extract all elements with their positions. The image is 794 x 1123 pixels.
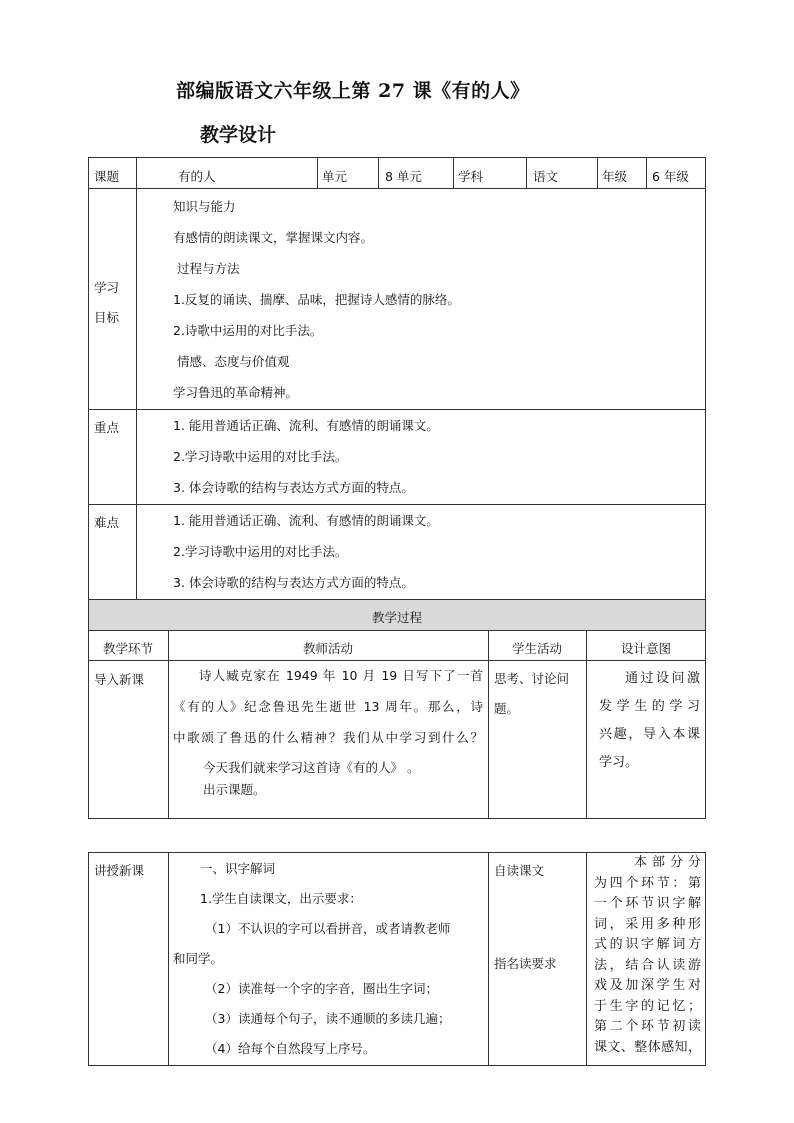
intro-intent	[599, 665, 700, 777]
goals-line: 情感、态度与价值观	[173, 354, 290, 369]
intro-teacher-activity	[173, 664, 483, 801]
difficult-line: 3. 体会诗歌的结构与表达方式方面的特点。	[173, 575, 414, 590]
goals-line: 有感情的朗读课文，掌握课文内容。	[173, 230, 374, 245]
col-stage-header: 教学环节	[102, 641, 153, 656]
grade-label: 年级	[602, 169, 628, 184]
subject-label: 学科	[458, 169, 484, 184]
key-line: 2.学习诗歌中运用的对比手法。	[173, 449, 348, 464]
document-title: 部编版语文六年级上第 27 课《有的人》	[176, 80, 530, 102]
teach-teacher-line: （1）不认识的字可以看拼音，或者请教老师	[205, 921, 451, 936]
teach-intent	[594, 853, 701, 1058]
intro-intent-line: 兴趣，导入本课	[599, 727, 700, 742]
key-content	[173, 410, 701, 503]
intro-teacher-line: 《有的人》纪念鲁迅先生逝世 13 周年。那么，诗	[173, 699, 483, 714]
intro-intent-line: 发学生的学习	[599, 699, 700, 714]
difficult-label: 难点	[94, 515, 120, 530]
intro-teacher-line: 出示课题。	[203, 782, 266, 797]
goals-line: 过程与方法	[173, 261, 240, 276]
intro-intent-line: 通过设问激	[625, 671, 700, 686]
col-student-header: 学生活动	[511, 641, 562, 656]
teach-intent-line: 第二个环节初读	[594, 1019, 701, 1034]
teach-teacher-line: （4）给每个自然段写上序号。	[205, 1041, 376, 1056]
grade-value: 6 年级	[652, 169, 689, 184]
teach-teacher-line: （2）读准每一个字的字音，圈出生字词；	[205, 981, 438, 996]
teach-intent-line: 于生字的记忆；	[594, 998, 701, 1014]
intro-teacher-line: 今天我们就来学习这首诗《有的人》 。	[203, 760, 420, 775]
teach-teacher-activity	[173, 854, 483, 1064]
intro-teacher-line: 诗人臧克家在 1949 年 10 月 19 日写下了一首	[199, 668, 483, 683]
lesson-plan-table	[88, 157, 706, 819]
col-intent-header: 设计意图	[620, 641, 671, 656]
teach-stage: 讲授新课	[94, 863, 145, 878]
teach-intent-line: 词，采用多种形	[594, 916, 701, 932]
teach-student-2: 指名读要求	[494, 956, 557, 971]
teach-intent-line: 本部分分	[634, 855, 701, 870]
intro-student-activity	[494, 664, 582, 724]
goals-line: 2.诗歌中运用的对比手法。	[173, 323, 323, 338]
difficult-content	[173, 505, 701, 598]
teach-intent-line: 课文、整体感知，	[594, 1039, 701, 1055]
col-teacher-header: 教师活动	[302, 641, 353, 656]
teach-student-1: 自读课文	[494, 863, 545, 878]
teach-teacher-line: 和同学。	[173, 951, 224, 966]
key-line: 3. 体会诗歌的结构与表达方式方面的特点。	[173, 480, 414, 495]
teach-intent-line: 式的识字解词方	[594, 937, 701, 952]
unit-value: 8 单元	[385, 169, 422, 184]
teach-teacher-line: （3）读通每个句子，读不通顺的多读几遍；	[205, 1011, 451, 1026]
goals-label-line2: 目标	[94, 310, 120, 325]
goals-line: 学习鲁迅的革命精神。	[173, 385, 299, 400]
topic-value: 有的人	[178, 169, 216, 184]
key-label: 重点	[94, 420, 120, 435]
process-header: 教学过程	[371, 610, 422, 625]
subject-value: 语文	[533, 169, 559, 184]
key-line: 1. 能用普通话正确、流利、有感情的朗诵课文。	[173, 418, 439, 433]
document-subtitle: 教学设计	[200, 124, 277, 146]
difficult-line: 2.学习诗歌中运用的对比手法。	[173, 544, 348, 559]
goals-content	[173, 191, 701, 408]
teach-intent-line: 为四个环节：第	[594, 875, 701, 891]
teach-teacher-line: 一、识字解词	[200, 861, 276, 876]
goals-line: 1.反复的诵读、揣摩、品味，把握诗人感情的脉络。	[173, 292, 460, 307]
intro-teacher-line: 中歌颂了鲁迅的什么精神？我们从中学习到什么？	[173, 730, 483, 745]
goals-line: 知识与能力	[173, 199, 236, 214]
intro-student-line: 思考、讨论问	[494, 671, 570, 686]
teach-intent-line: 法，结合认读游	[594, 957, 701, 973]
topic-label: 课题	[94, 169, 120, 184]
intro-stage: 导入新课	[94, 672, 145, 687]
difficult-line: 1. 能用普通话正确、流利、有感情的朗诵课文。	[173, 513, 439, 528]
lesson-plan-table-continued	[88, 852, 706, 1066]
goals-label-line1: 学习	[94, 280, 120, 295]
teach-intent-line: 一个环节识字解	[594, 896, 701, 911]
intro-intent-line: 学习。	[599, 755, 639, 770]
teach-intent-line: 戏及加深学生对	[594, 978, 701, 993]
intro-student-line: 题。	[494, 701, 520, 716]
teach-teacher-line: 1.学生自读课文，出示要求：	[200, 891, 362, 906]
unit-label: 单元	[322, 169, 348, 184]
